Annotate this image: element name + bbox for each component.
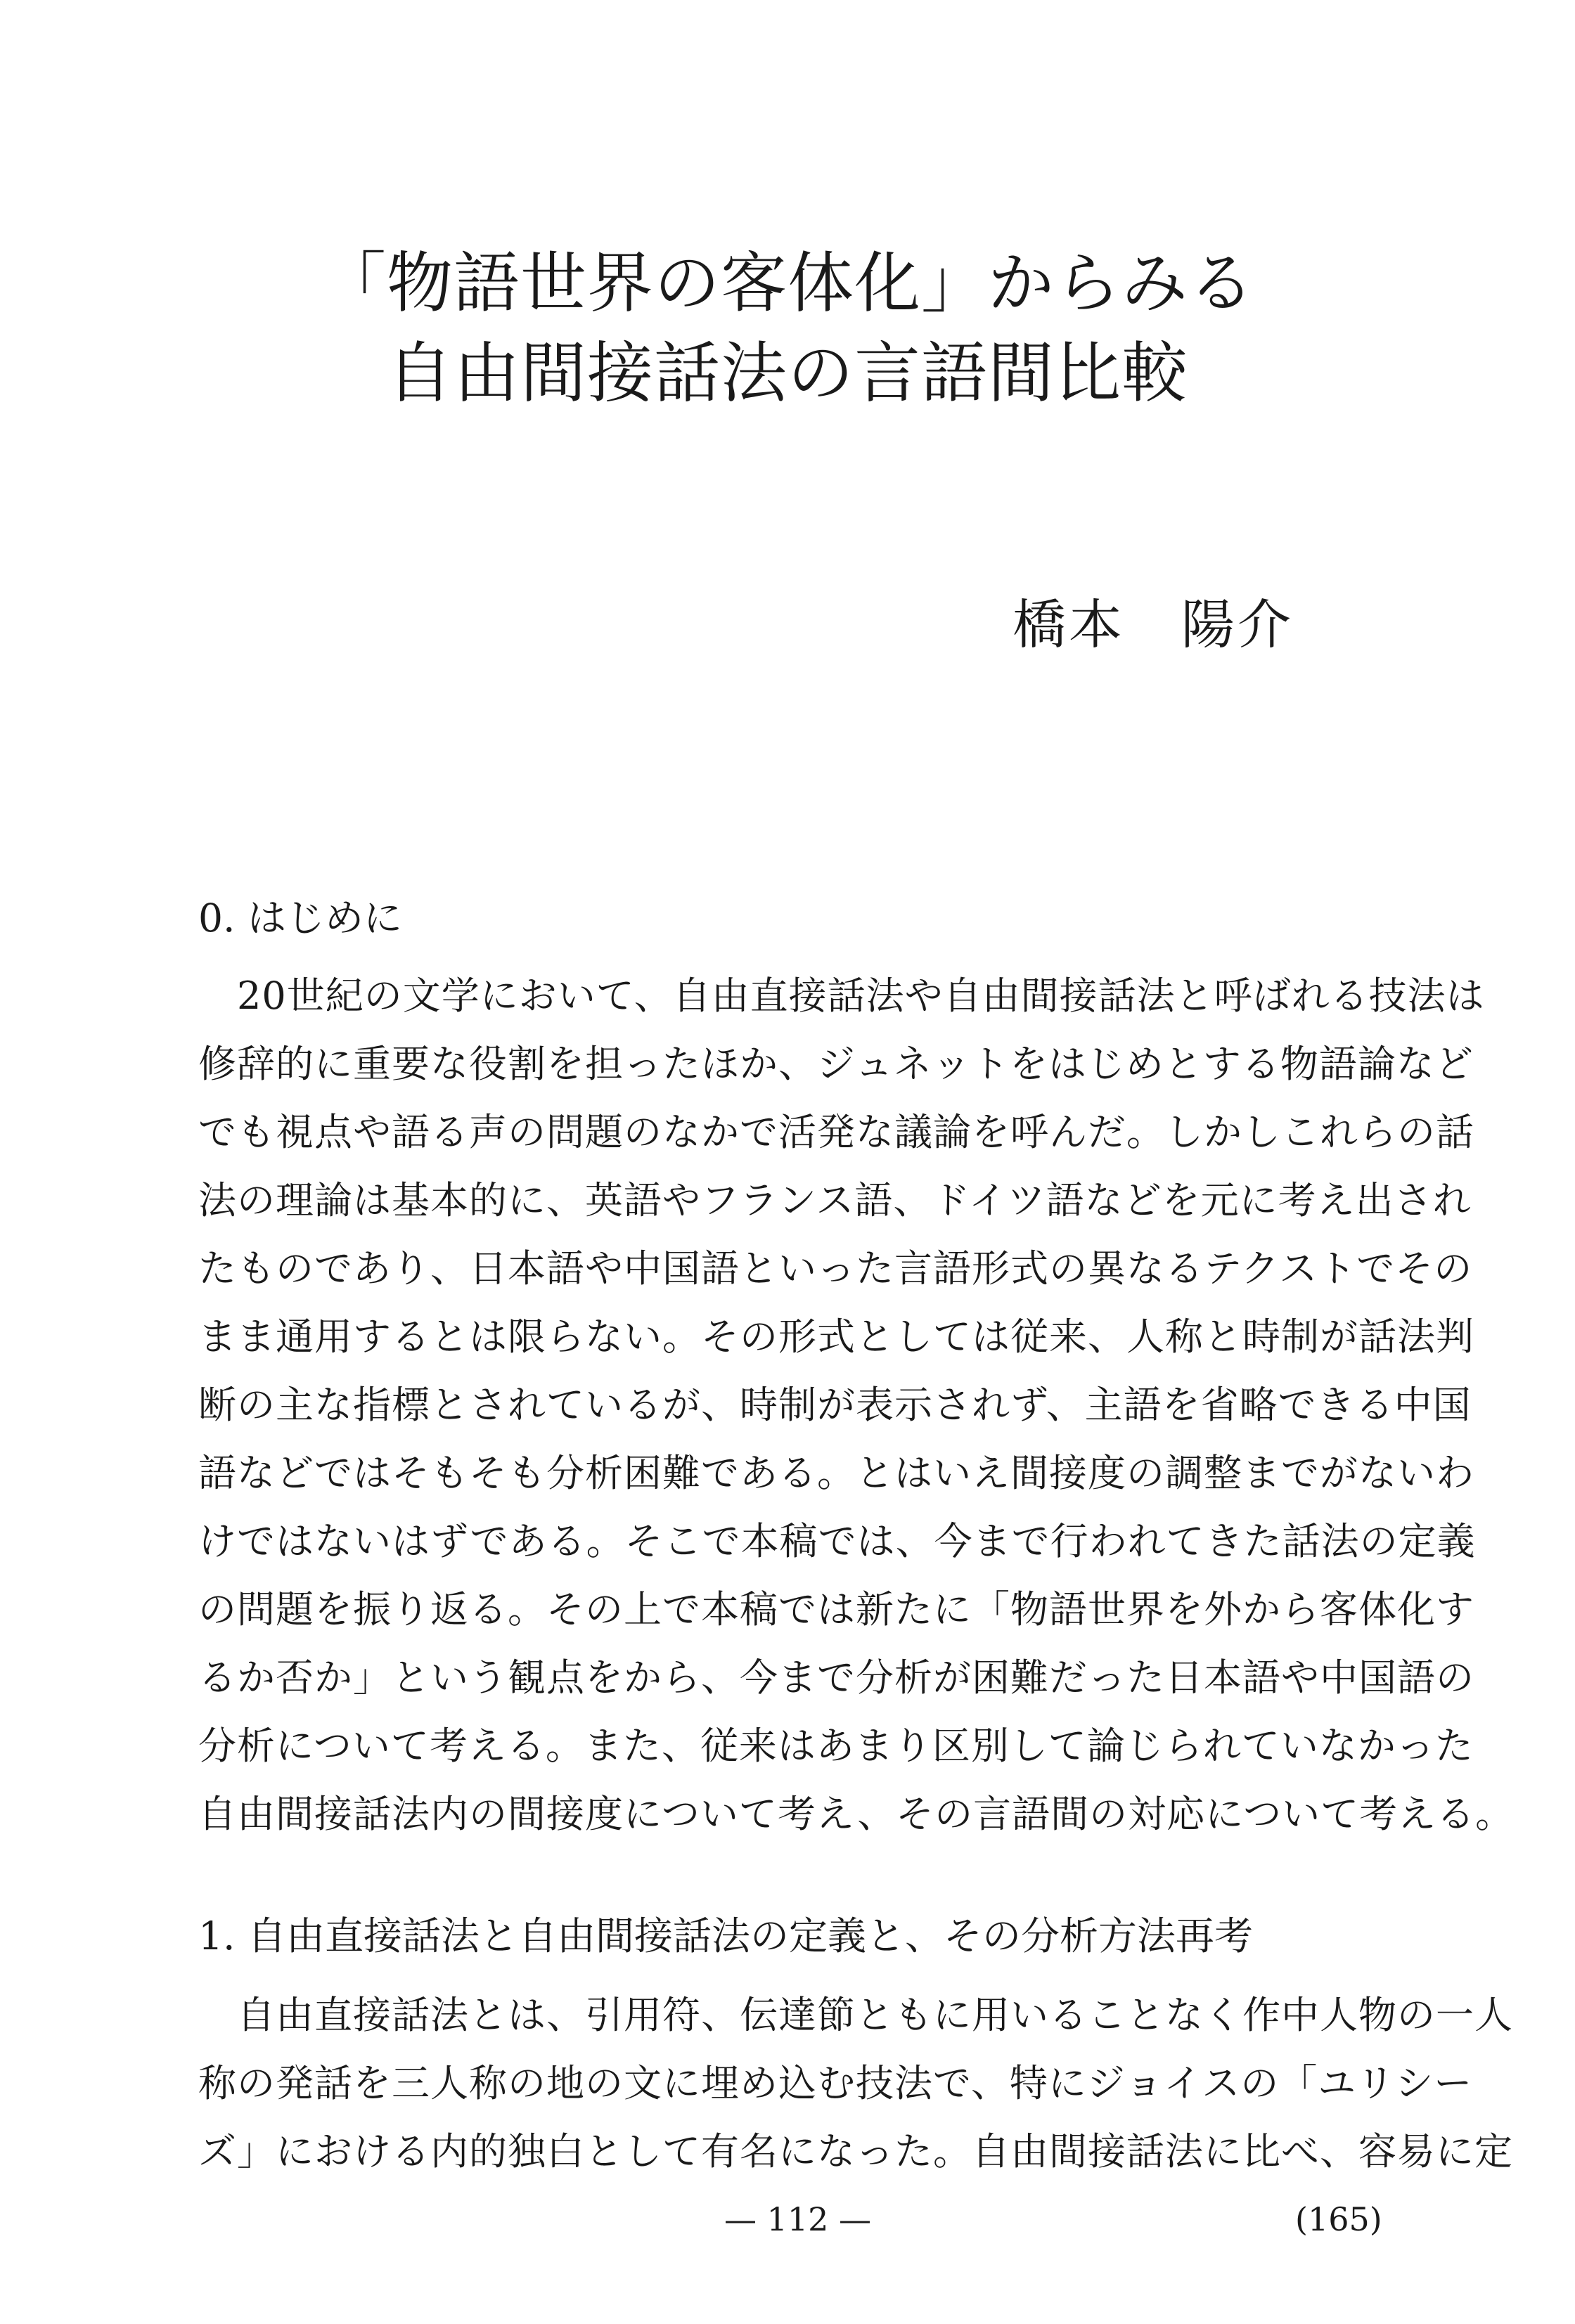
text-line: 20世紀の文学において、自由直接話法や自由間接話法と呼ばれる技法は — [198, 974, 1485, 1018]
text-line: ズ」における内的独白として有名になった。自由間接話法に比べ、容易に定 — [198, 2129, 1513, 2174]
text-line: 称の発話を三人称の地の文に埋め込む技法で、特にジョイスの「ユリシー — [198, 2061, 1473, 2105]
section-0-paragraph — [198, 962, 1515, 1848]
text-line: るか否か」という観点をから、今まで分析が困難だった日本語や中国語の — [198, 1655, 1474, 1700]
text-line: 語などではそもそも分析困難である。とはいえ間接度の調整までがないわ — [198, 1451, 1474, 1495]
alt-page-number: (165) — [1295, 2200, 1382, 2238]
title-line-1: 「物語世界の客体化」からみる — [319, 245, 1255, 322]
section-1-paragraph — [198, 1981, 1513, 2186]
text-line: まま通用するとは限らない。その形式としては従来、人称と時制が話法判 — [198, 1315, 1474, 1359]
text-line: 自由間接話法内の間接度について考え、その言語間の対応について考える。 — [198, 1792, 1515, 1836]
text-line: けではないはずである。そこで本稿では、今まで行われてきた話法の定義 — [198, 1519, 1476, 1563]
text-line: 修辞的に重要な役割を担ったほか、ジュネットをはじめとする物語論など — [198, 1042, 1474, 1086]
author-name: 橋本 陽介 — [1012, 593, 1294, 656]
text-line: 分析について考える。また、従来はあまり区別して論じられていなかった — [198, 1724, 1474, 1768]
text-line: でも視点や語る声の問題のなかで活発な議論を呼んだ。しかしこれらの話 — [198, 1110, 1474, 1154]
page-number: — 112 — — [724, 2200, 872, 2238]
title-line-2: 自由間接話法の言語間比較 — [386, 335, 1188, 412]
text-line: の問題を振り返る。その上で本稿では新たに「物語世界を外から客体化す — [198, 1587, 1474, 1632]
text-line: たものであり、日本語や中国語といった言語形式の異なるテクストでその — [198, 1246, 1473, 1291]
text-line: 断の主な指標とされているが、時制が表示されず、主語を省略できる中国 — [198, 1383, 1472, 1427]
text-line: 法の理論は基本的に、英語やフランス語、ドイツ語などを元に考え出され — [198, 1178, 1472, 1222]
text-line: 自由直接話法とは、引用符、伝達節ともに用いることなく作中人物の一人 — [198, 1993, 1513, 2037]
section-heading-0: 0. はじめに — [198, 896, 402, 941]
section-heading-1: 1. 自由直接話法と自由間接話法の定義と、その分析方法再考 — [198, 1913, 1253, 1958]
paper-title — [0, 239, 1575, 419]
